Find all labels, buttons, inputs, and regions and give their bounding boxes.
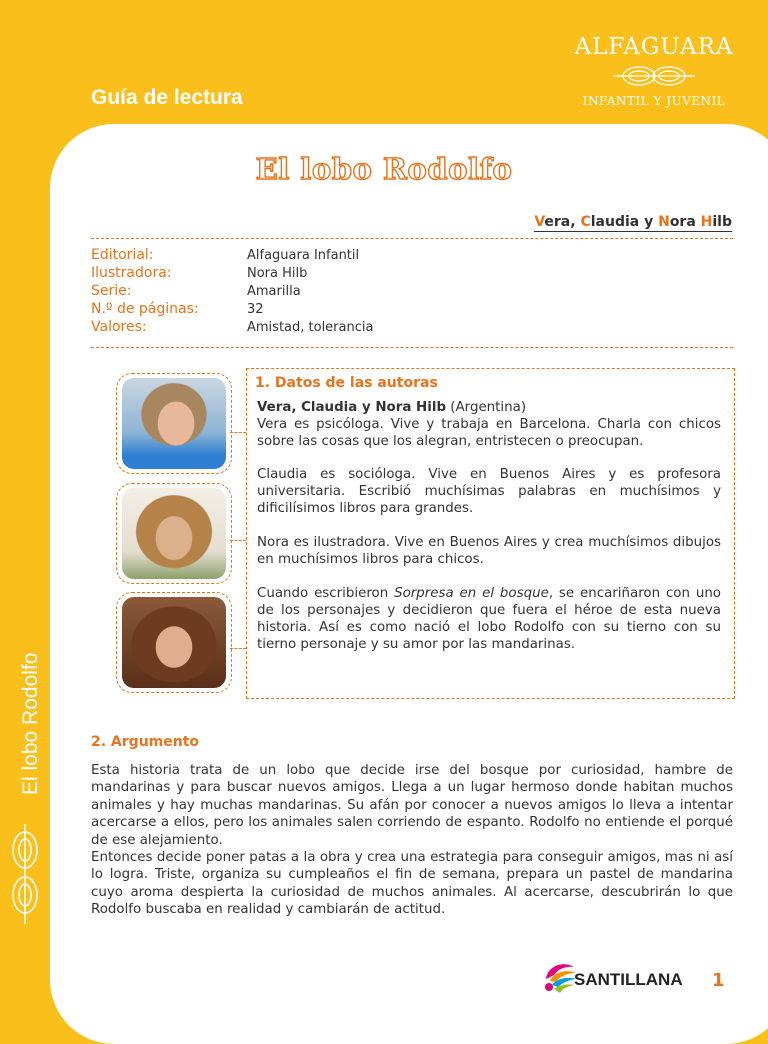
- author-photo-nora: [116, 592, 232, 693]
- meta-value: Nora Hilb: [247, 266, 308, 281]
- author-initial-v: V: [534, 214, 545, 230]
- meta-value: Amistad, tolerancia: [247, 320, 374, 335]
- alfaguara-logo: [574, 34, 734, 108]
- authors-line: [534, 214, 732, 232]
- author-initial-n: N: [658, 214, 670, 230]
- meta-value: Amarilla: [247, 284, 301, 299]
- author-photo-claudia: [116, 483, 232, 584]
- section1-paragraph-3: Nora es ilustradora. Vive en Buenos Aires y crea muchísimos dibujos en muchísimos libros para chicos.: [257, 535, 721, 567]
- authors-country: (Argentina): [446, 400, 527, 415]
- argument-paragraph-2: Entonces decide poner patas a la obra y crea una estrategia para conseguir amigos, mas ni así lo logra. Triste, organiza su cumpleaños el fin de semana, prepara un pastel de mandarina cuyo aroma despierta la curiosidad de muchos animales. Al acercarse, descubrirán lo que Rodolfo buscaba en realidad y cambiarán de actitud.: [91, 850, 733, 918]
- brand-name: ALFAGUARA: [574, 34, 734, 60]
- section2-heading: 2. Argumento: [91, 734, 200, 750]
- knot-icon: [609, 62, 699, 90]
- meta-key: Serie:: [91, 283, 132, 299]
- divider-bottom: [91, 347, 733, 348]
- meta-key: Editorial:: [91, 247, 154, 263]
- section1-heading: 1. Datos de las autoras: [255, 375, 438, 391]
- meta-value: 32: [247, 302, 264, 317]
- divider-top: [91, 238, 733, 239]
- photo-connector: [230, 648, 246, 649]
- meta-row-ilustradora: [91, 265, 307, 281]
- page-number: 1: [712, 970, 725, 991]
- meta-row-editorial: [91, 247, 359, 263]
- section1-paragraph-2: Claudia es socióloga. Vive en Buenos Aires y es profesora universitaria. Escribió muchísimas palabras en muchísimos y dificilísimos libros para grandes.: [257, 467, 721, 516]
- meta-row-valores: [91, 319, 373, 335]
- authors-names: Vera, Claudia y Nora Hilb: [257, 400, 447, 415]
- book-title: Sorpresa en el bosque: [394, 586, 549, 601]
- author-name-vera: era,: [544, 214, 581, 230]
- section1-paragraph-4: [257, 585, 721, 653]
- guide-label: Guía de lectura: [91, 86, 243, 109]
- side-title: El lobo Rodolfo: [19, 652, 42, 795]
- section1-paragraph-4-start: Cuando escribieron: [257, 586, 395, 601]
- section1-paragraph-1: Vera es psicóloga. Vive y trabaja en Barcelona. Charla con chicos sobre las cosas que los alegran, entristecen o preocupan.: [257, 417, 721, 449]
- photo-connector: [230, 432, 246, 433]
- photo-connector: [230, 540, 246, 541]
- publisher-name: SANTILLANA: [574, 970, 683, 989]
- meta-value: Alfaguara Infantil: [247, 248, 360, 263]
- author-initial-h: H: [700, 214, 713, 230]
- author-name-claudia: laudia y: [590, 214, 659, 230]
- author-surname: ilb: [712, 214, 732, 230]
- argument-paragraph-1: Esta historia trata de un lobo que decide irse del bosque por curiosidad, hambre de mandarinas y para buscar nuevos amigos. Llega a un lugar hermoso donde habitan muchos animales y hay muchas mandarinas. Su afán por conocer a nuevos amigos lo lleva a intentar acercarse a ellos, pero los animales salen corriendo de espanto. Rodolfo no entiende el porqué de ese alejamiento.: [91, 763, 733, 848]
- meta-key: N.º de páginas:: [91, 301, 199, 317]
- section1-paragraph-4-end: , se encariñaron con uno de los personajes y decidieron que fuera el héroe de esta nueva historia. Así es como nació el lobo Rodolfo con su tierno con su tierno personaje y su amor por las mandarinas.: [257, 586, 721, 652]
- meta-row-paginas: [91, 301, 264, 317]
- meta-row-serie: [91, 283, 301, 299]
- section1-intro: [257, 399, 721, 450]
- author-name-nora: ora: [669, 214, 701, 230]
- author-photo-vera: [116, 373, 232, 474]
- meta-key: Ilustradora:: [91, 265, 172, 281]
- side-knot-icon: [6, 820, 44, 930]
- brand-subtitle: INFANTIL Y JUVENIL: [582, 94, 726, 108]
- page-title: El lobo Rodolfo: [255, 152, 513, 186]
- meta-key: Valores:: [91, 319, 147, 335]
- author-initial-c: C: [580, 214, 591, 230]
